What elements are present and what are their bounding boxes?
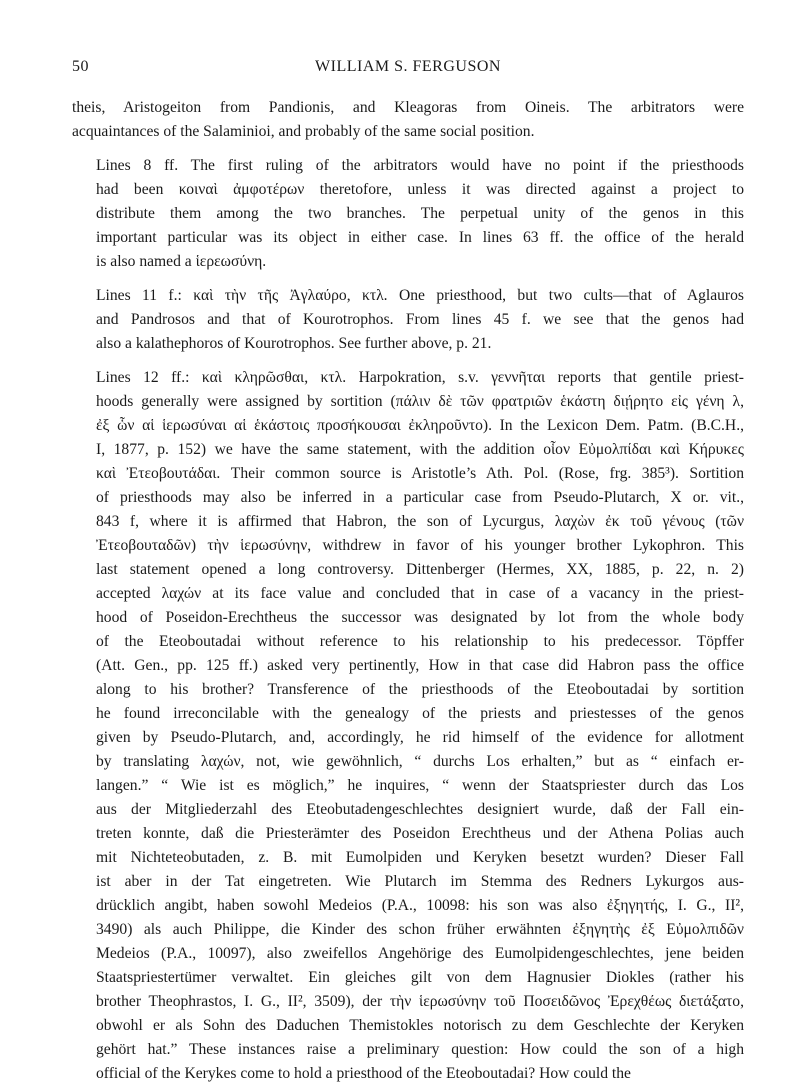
text-line: distribute them among the two branches. The perpetual unity of the genos in this (96, 205, 744, 222)
running-head-title: WILLIAM S. FERGUSON (315, 58, 501, 75)
body-text (72, 96, 744, 1086)
text-line: Staatspriestertümer verwaltet. Ein gleiches gilt von dem Hagnusier Diokles (rather his (96, 969, 744, 986)
text-line: hood of Poseidon-Erechtheus the successor was designated by lot from the whole body (96, 609, 744, 626)
text-line: gehört hat.” These instances raise a preliminary question: How could the son of a high (96, 1041, 744, 1058)
paragraph (72, 366, 744, 1086)
text-line: acquaintances of the Salaminioi, and probably of the same social position. (72, 123, 535, 140)
text-line: Ἐτεοβουταδῶν) τὴν ἱερωσύνην, withdrew in favor of his younger brother Lykophron. This (96, 537, 744, 554)
text-line: had been κοιναὶ ἀμφοτέρων theretofore, unless it was directed against a project to (96, 181, 744, 198)
text-line: also a kalathephoros of Kourotrophos. See further above, p. 21. (96, 335, 492, 352)
text-line: along to his brother? Transference of the priesthoods of the Eteoboutadai by sortition (96, 681, 744, 698)
text-line: theis, Aristogeiton from Pandionis, and Kleagoras from Oineis. The arbitrators were (72, 99, 744, 116)
text-line: last statement opened a long controversy. Dittenberger (Hermes, XX, 1885, p. 22, n. 2) (96, 561, 744, 578)
text-line: (Att. Gen., pp. 125 ff.) asked very pertinently, How in that case did Habron pass the office (96, 657, 744, 674)
text-line: is also named a ἱερεωσύνη. (96, 253, 267, 270)
running-header (72, 58, 744, 82)
text-line: he found irreconcilable with the genealogy of the priests and priestesses of the genos (96, 705, 744, 722)
page (72, 58, 744, 1086)
text-line: of the Eteoboutadai without reference to his relationship to his predecessor. Töpffer (96, 633, 744, 650)
text-line: I, 1877, p. 152) we have the same statement, with the addition οἷον Εὐμολπίδαι καὶ Κήρυκες (96, 441, 744, 458)
text-line: important particular was its object in either case. In lines 63 ff. the office of the herald (96, 229, 744, 246)
text-line: and Pandrosos and that of Kourotrophos. From lines 45 f. we see that the genos had (96, 311, 744, 328)
text-line: ist aber in der Tat eingetreten. Wie Plutarch im Stemma des Redners Lykurgos aus- (96, 873, 744, 890)
page-number: 50 (72, 58, 89, 75)
text-line: treten konnte, daß die Priesterämter des Poseidon Erechtheus und der Athena Polias auch (96, 825, 744, 842)
text-line: ἐξ ὧν αἱ ἱερωσύναι αἱ ἑκάστοις προσήκουσαι ἐκληροῦντο). In the Lexicon Dem. Patm. (B.C.H., (96, 417, 744, 434)
text-line: brother Theophrastos, I. G., II², 3509), der τὴν ἱερωσύνην τοῦ Ποσειδῶνος Ἐρεχθέως διετάξατο, (96, 993, 744, 1010)
text-line: accepted λαχών at its face value and concluded that in case of a vacancy in the priest- (96, 585, 744, 602)
text-line: 3490) als auch Philippe, die Kinder des schon früher erwähnten ἐξηγητὴς ἐξ Εὐμολπιδῶν (96, 921, 744, 938)
text-line: by translating λαχών, not, wie gewöhnlich, “ durchs Los erhalten,” but as “ einfach er- (96, 753, 744, 770)
text-line: Lines 12 ff.: καὶ κληρῶσθαι, κτλ. Harpokration, s.v. γεννῆται reports that gentile priest- (96, 369, 744, 386)
text-line: given by Pseudo-Plutarch, and, accordingly, he rid himself of the evidence for allotment (96, 729, 744, 746)
text-line: Lines 11 f.: καὶ τὴν τῆς Ἀγλαύρο, κτλ. One priesthood, but two cults—that of Aglauros (96, 287, 744, 304)
text-line: Lines 8 ff. The first ruling of the arbitrators would have no point if the priesthoods (96, 157, 744, 174)
text-line: 843 f, where it is affirmed that Habron, the son of Lycurgus, λαχὼν ἐκ τοῦ γένους (τῶν (96, 513, 744, 530)
text-line: hoods generally were assigned by sortition (πάλιν δὲ τῶν φρατριῶν ἑκάστη διῄρητο εἰς γένη λ, (96, 393, 744, 410)
text-line: aus der Mitgliederzahl des Eteobutadengeschlechtes designiert wurde, daß der Fall ein- (96, 801, 744, 818)
text-line: καὶ Ἐτεοβουτάδαι. Their common source is Aristotle’s Ath. Pol. (Rose, frg. 385³). Sortition (96, 465, 744, 482)
paragraph (72, 284, 744, 356)
text-line: obwohl er als Sohn des Daduchen Themistokles notorisch zu dem Geschlechte der Keryken (96, 1017, 744, 1034)
text-line: mit Nichteteobutaden, z. B. mit Eumolpiden und Keryken besetzt wurden? Dieser Fall (96, 849, 744, 866)
text-line: of priesthoods may also be inferred in a particular case from Pseudo-Plutarch, X or. vit., (96, 489, 744, 506)
text-line: drücklich angibt, haben sowohl Medeios (P.A., 10098: his son was also ἐξηγητής, I. G., II², (96, 897, 744, 914)
paragraph (72, 154, 744, 274)
text-line: langen.” “ Wie ist es möglich,” he inquires, “ wenn der Staatspriester durch das Los (96, 777, 744, 794)
text-line: official of the Kerykes come to hold a priesthood of the Eteoboutadai? How could the (96, 1065, 631, 1082)
paragraph (72, 96, 744, 144)
text-line: Medeios (P.A., 10097), also zweifellos Angehörige des Eumolpidengeschlechtes, jene beiden (96, 945, 744, 962)
